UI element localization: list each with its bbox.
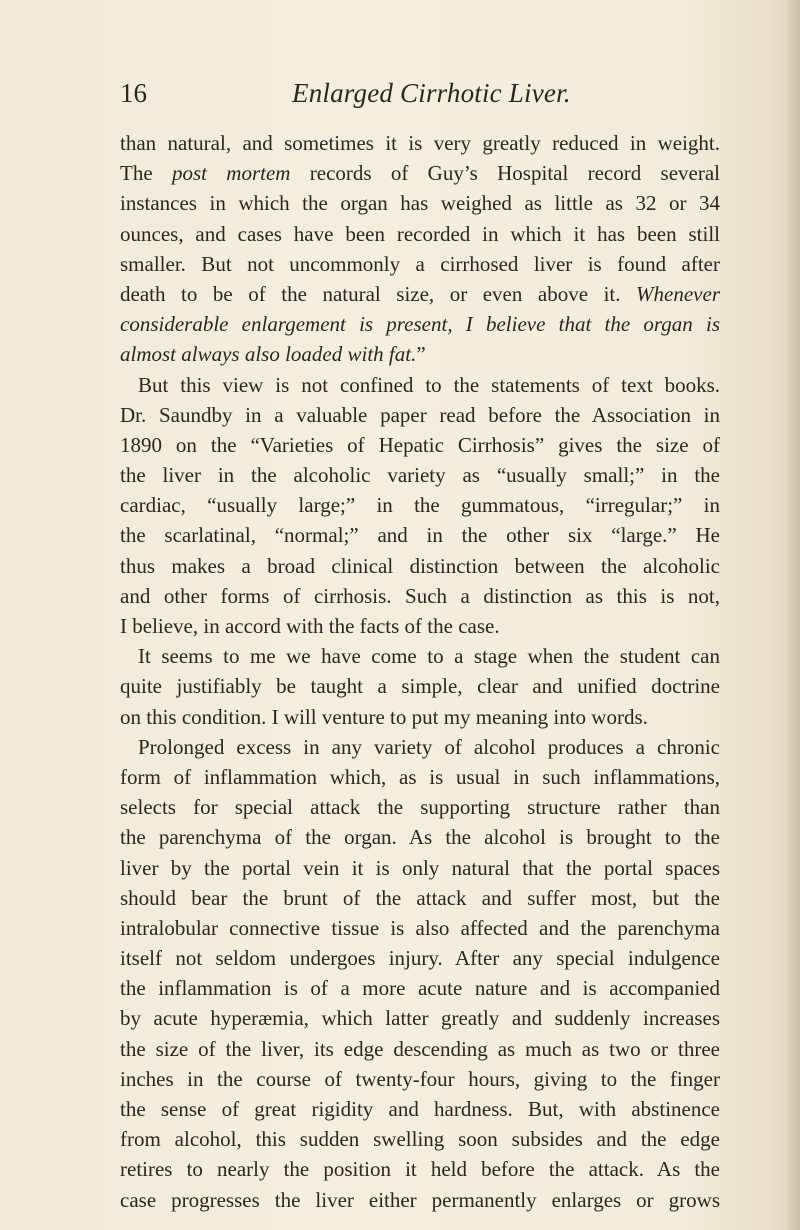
italic-phrase: almost always also loaded with fat. xyxy=(120,342,417,367)
text-line: cardiac, “usually large;” in the gummatous, “irregular;” in xyxy=(120,493,720,518)
text-line xyxy=(120,309,720,339)
text-line: on this condition. I will venture to put my meaning into words. xyxy=(120,704,648,729)
page-header xyxy=(120,78,720,118)
text-line: intralobular connective tissue is also affected and the parenchyma xyxy=(120,915,720,940)
text-line: the liver in the alcoholic variety as “usually small;” in the xyxy=(120,463,720,488)
text-line: thus makes a broad clinical distinction between the alcoholic xyxy=(120,553,720,578)
text-line: almost always also loaded with fat.” xyxy=(120,342,426,367)
text-line: itself not seldom undergoes injury. After any special indulgence xyxy=(120,946,720,971)
text-line: liver by the portal vein it is only natural that the portal spaces xyxy=(120,855,720,880)
text-line: 1890 on the “Varieties of Hepatic Cirrhosis” gives the size of xyxy=(120,432,720,457)
text-line: retires to nearly the position it held before the attack. As the xyxy=(120,1157,720,1182)
text-line: I believe, in accord with the facts of the case. xyxy=(120,614,500,638)
text-line: smaller. But not uncommonly a cirrhosed liver is found after xyxy=(120,251,720,276)
text-line: death to be of the natural size, or even above it. Whenever xyxy=(120,281,720,306)
text-line: quite justifiably be taught a simple, clear and unified doctrine xyxy=(120,674,720,699)
text-line: by acute hyperæmia, which latter greatly and suddenly increases xyxy=(120,1006,720,1031)
page-edge-shadow xyxy=(786,0,800,1230)
running-title: Enlarged Cirrhotic Liver. xyxy=(292,78,571,108)
text-line: case progresses the liver either permanently enlarges or grows xyxy=(120,1187,720,1212)
page-number: 16 xyxy=(120,78,147,108)
text-line: Prolonged excess in any variety of alcohol produces a chronic xyxy=(138,734,720,759)
text-line: It seems to me we have come to a stage when the student can xyxy=(138,644,720,669)
text-line: instances in which the organ has weighed as little as 32 or 34 xyxy=(120,191,720,216)
text-line: the size of the liver, its edge descending as much as two or three xyxy=(120,1036,720,1061)
text-line: ounces, and cases have been recorded in which it has been still xyxy=(120,221,720,246)
italic-phrase: post mortem xyxy=(171,161,291,186)
text-line: the scarlatinal, “normal;” and in the other six “large.” He xyxy=(120,523,720,548)
italic-phrase: considerable enlargement is present, I believe that the organ is xyxy=(120,312,720,337)
text-line: the inflammation is of a more acute nature and is accompanied xyxy=(120,976,720,1001)
text-line: But this view is not confined to the statements of text books. xyxy=(138,372,720,397)
text-line: should bear the brunt of the attack and suffer most, but the xyxy=(120,885,720,910)
text-line: form of inflammation which, as is usual in such inflammations, xyxy=(120,764,720,789)
text-line: than natural, and sometimes it is very greatly reduced in weight. xyxy=(120,131,720,155)
text-line: The post mortem records of Guy’s Hospital record several xyxy=(120,161,720,186)
body-text xyxy=(120,128,720,1215)
text-line: the sense of great rigidity and hardness. But, with abstinence xyxy=(120,1097,720,1121)
text-line: selects for special attack the supporting structure rather than xyxy=(120,795,720,820)
text-line: from alcohol, this sudden swelling soon subsides and the edge xyxy=(120,1127,720,1152)
text-line: Dr. Saundby in a valuable paper read before the Association in xyxy=(120,402,720,427)
italic-phrase: Whenever xyxy=(636,281,720,306)
text-line: inches in the course of twenty-four hours, giving to the finger xyxy=(120,1066,720,1091)
text-line: and other forms of cirrhosis. Such a distinction as this is not, xyxy=(120,583,720,608)
text-line: the parenchyma of the organ. As the alcohol is brought to the xyxy=(120,825,720,850)
